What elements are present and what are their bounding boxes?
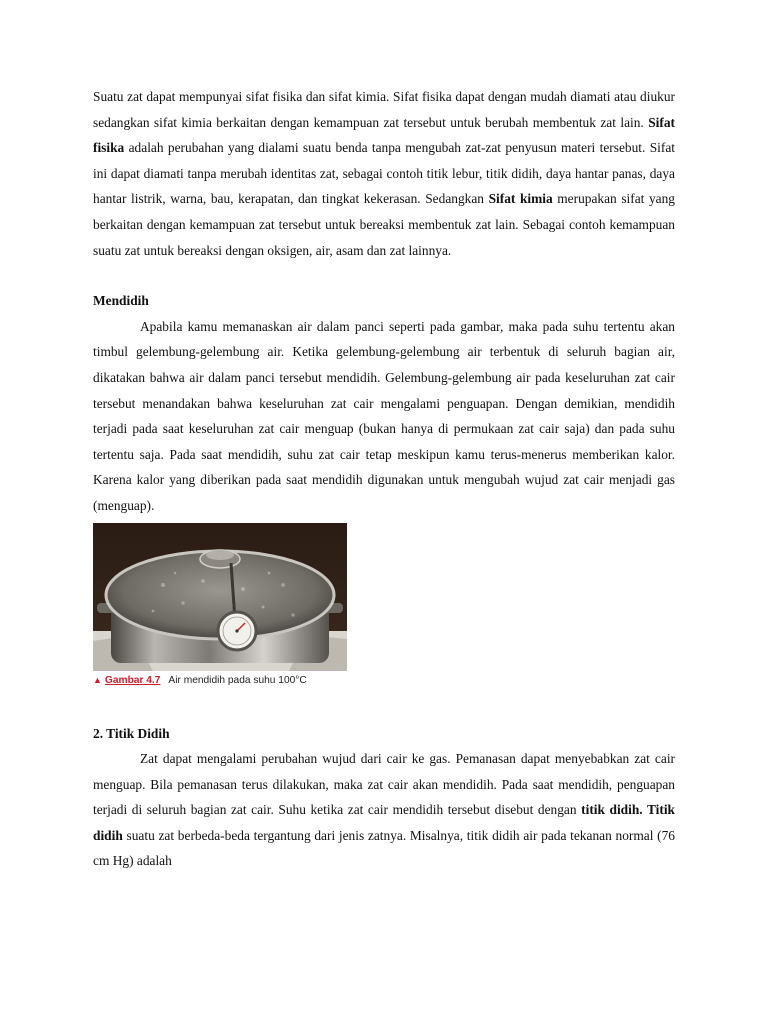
heading-mendidih: Mendidih xyxy=(93,293,149,309)
figure-label: Gambar 4.7 xyxy=(104,674,161,686)
intro-paragraph xyxy=(93,84,675,263)
term-titik-didih: titik didih. Titik didih xyxy=(93,802,675,843)
document-page xyxy=(93,84,675,874)
figure-boiling-pot xyxy=(93,523,347,695)
figure-caption xyxy=(93,673,347,688)
caption-triangle-icon: ▲ xyxy=(93,674,102,685)
mendidih-paragraph: Apabila kamu memanaskan air dalam panci seperti pada gambar, maka pada suhu tertentu akan timbul gelembung-gelembung air. Ketika gelembung-gelembung air terbentuk di seluruh bagian air, dikatakan bahwa air dalam panci tersebut mendidih. Gelembung-gelembung air pada keseluruhan zat cair tersebut menandakan bahwa keseluruhan zat cair mengalami penguapan. Dengan demikian, mendidih terjadi pada saat keseluruhan zat cair menguap (bukan hanya di permukaan zat cair saja) dan pada suhu tertentu saja. Pada saat mendidih, suhu zat cair tetap meskipun kamu terus-menerus memberikan kalor. Karena kalor yang diberikan pada saat mendidih digunakan untuk mengubah wujud zat cair menjadi gas (menguap). xyxy=(93,318,675,513)
boiling-pot-photo xyxy=(93,523,347,671)
titik-didih-text-1: Zat dapat mengalami perubahan wujud dari cair ke gas. Pemanasan dapat menyebabkan zat cair menguap. Bila pemanasan terus dilakukan, maka zat cair akan mendidih. Pada saat mendidih, penguapan terjadi di seluruh bagian zat cair. Suhu ketika zat cair mendidih tersebut disebut dengan xyxy=(93,751,675,818)
titik-didih-text-2: suatu zat berbeda-beda tergantung dari jenis zatnya. Misalnya, titik didih air pada tekanan normal (76 cm Hg) adalah xyxy=(93,827,675,869)
intro-text-3: merupakan sifat yang berkaitan dengan kemampuan zat tersebut untuk bereaksi membentuk zat lain. Sebagai contoh kemampuan suatu zat untuk bereaksi dengan oksigen, air, asam dan zat lainnya. xyxy=(93,191,676,258)
titik-didih-paragraph xyxy=(93,746,675,874)
intro-text-2: adalah perubahan yang dialami suatu benda tanpa mengubah zat-zat penyusun materi tersebut. Sifat ini dapat diamati tanpa merubah identitas zat, sebagai contoh titik lebur, titik didih, daya hantar panas, daya hantar listrik, warna, bau, kerapatan, dan tingkat kekerasan. Sedangkan xyxy=(93,140,675,207)
term-sifat-fisika: Sifat fisika xyxy=(93,114,675,156)
intro-text-1: Suatu zat dapat mempunyai sifat fisika dan sifat kimia. Sifat fisika dapat dengan mudah diamati atau diukur sedangkan sifat kimia berkaitan dengan kemampuan zat tersebut untuk berubah membentuk zat lain. xyxy=(93,89,675,130)
figure-caption-text: Air mendidih pada suhu 100°C xyxy=(168,674,307,686)
term-sifat-kimia: Sifat kimia xyxy=(488,191,553,207)
heading-titik-didih: 2. Titik Didih xyxy=(93,725,170,741)
